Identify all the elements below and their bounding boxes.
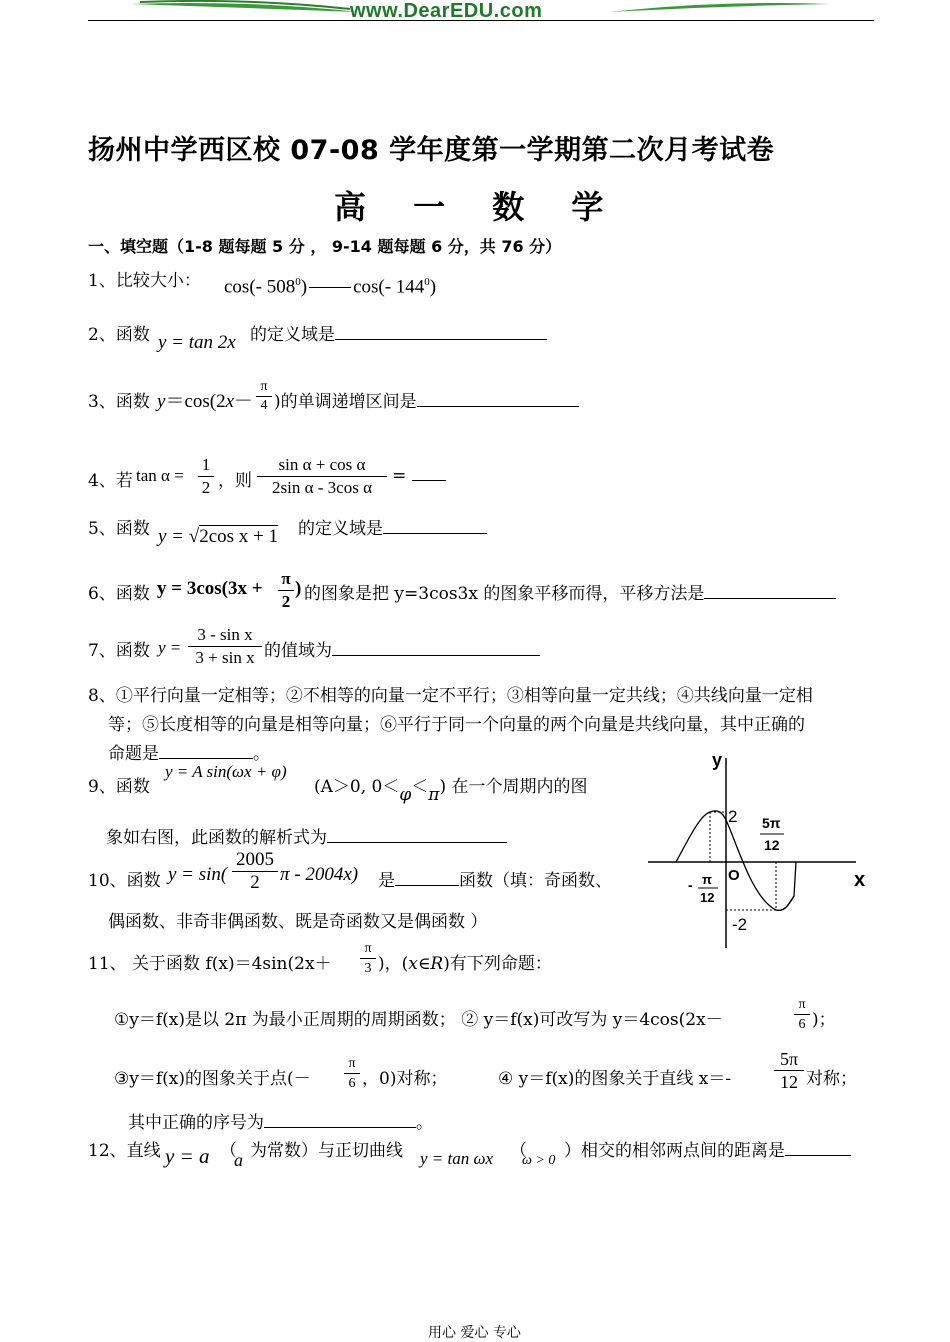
- q11-tail: )，(x∈R)有下列命题：: [378, 954, 552, 974]
- q8-line1: 8、①平行向量一定相等；②不相等的向量一定不平行；③相等向量一定共线；④共线向量一定相: [88, 686, 813, 706]
- q9-condition: (A＞0, 0＜φ＜π) 在一个周期内的图: [314, 777, 588, 805]
- q5-text: 的定义域是: [298, 514, 487, 539]
- q4-expr: tan α =: [136, 466, 184, 485]
- q5-expr: y = √2cos x + 1: [158, 526, 278, 547]
- q10-expr-a: y = sin(: [168, 864, 228, 885]
- q6-text: 的图象是把 y=3cos3x 的图象平移而得，平移方法是: [304, 579, 836, 604]
- section-heading: 一、填空题（1-8 题每题 5 分 ， 9-14 题每题 6 分，共 76 分）: [88, 237, 562, 256]
- q6-close: ): [295, 578, 302, 599]
- q2-expr: y = tan 2x: [158, 332, 236, 353]
- q12-a: a: [234, 1150, 243, 1170]
- q6-fraction: π 2: [278, 568, 294, 613]
- q1-label: 1、比较大小：: [88, 271, 201, 291]
- q4-fraction-1: 1 2: [198, 454, 214, 499]
- q12-tail: ）相交的相邻两点间的距离是: [564, 1136, 851, 1161]
- graph-max-label: 2: [728, 807, 738, 826]
- q12-paren-2: （: [510, 1141, 527, 1161]
- q11-fraction: π 3: [360, 939, 376, 978]
- q11-prop2-end: )；: [812, 1010, 836, 1030]
- q4-label: 4、若: [88, 471, 133, 491]
- q10-fraction: 2005 2: [232, 849, 278, 894]
- q11-prop3-fraction: π 6: [344, 1054, 360, 1093]
- q11-prop3-end: ，0)对称；: [362, 1069, 448, 1089]
- q3-fraction: π 4: [256, 378, 272, 415]
- page-title: 扬州中学西区校 07-08 学年度第一学期第二次月考试卷: [88, 135, 775, 166]
- graph-left-den: 12: [700, 890, 715, 905]
- q10-label: 10、函数: [88, 871, 161, 891]
- q9-label: 9、函数: [88, 777, 150, 797]
- q7-expr: y =: [158, 638, 182, 657]
- graph-right-den: 12: [764, 837, 780, 853]
- graph-y-label: y: [712, 750, 723, 770]
- q11-prop-3: ③y＝f(x)的图象关于点(－: [114, 1069, 311, 1089]
- q4-then: ，则: [218, 471, 252, 491]
- header-logo: www.DearEDU.com: [350, 0, 543, 22]
- graph-x-label: x: [854, 869, 866, 891]
- q6-expr: y = 3cos(3x +: [157, 578, 263, 599]
- q9-line2: 象如右图，此函数的解析式为: [106, 823, 507, 848]
- page-subtitle: 高 一 数 学: [334, 188, 622, 226]
- q11-label: 11、 关于函数 f(x)＝4sin(2x＋: [88, 954, 332, 974]
- q12-condition: ω > 0: [522, 1153, 556, 1168]
- q2-text: 的定义域是: [250, 320, 547, 345]
- q11-prop-1-2: ①y＝f(x)是以 2π 为最小正周期的周期函数； ② y＝f(x)可改写为 y＝4cos(2x－: [114, 1010, 723, 1030]
- q3-expr: y＝cos(2x－: [157, 391, 254, 412]
- q8-line2: 等；⑤长度相等的向量是相等向量；⑥平行于同一个向量的两个向量是共线向量，其中正确的: [108, 715, 805, 735]
- q10-line2: 偶函数、非奇非偶函数、既是奇函数又是偶函数 ）: [108, 912, 488, 932]
- q8-line3: 命题是 。: [108, 744, 270, 764]
- graph-left-sign: -: [688, 877, 693, 893]
- q10-expr-b: π - 2004x): [280, 864, 359, 885]
- q7-label: 7、函数: [88, 641, 150, 661]
- q10-text: 是 函数（填：奇函数、: [378, 871, 612, 891]
- q3-text: )的单调递增区间是: [274, 387, 579, 412]
- q12-paren-1: （: [220, 1141, 237, 1161]
- page-footer: 用心 爱心 专心: [428, 1325, 521, 1341]
- graph-origin-label: O: [728, 867, 740, 884]
- q11-answer: 其中正确的序号为 。: [128, 1113, 433, 1133]
- q4-fraction-2: sin α + cos α 2sin α - 3cos α: [257, 454, 387, 499]
- q7-fraction: 3 - sin x 3 + sin x: [188, 624, 262, 669]
- q4-eq: =: [392, 466, 446, 486]
- q2-label: 2、函数: [88, 325, 150, 345]
- q12-label: 12、直线: [88, 1141, 161, 1161]
- q7-text: 的值域为: [264, 636, 540, 661]
- q11-prop-4: ④ y＝f(x)的图象关于直线 x＝-: [498, 1069, 732, 1089]
- q11-prop4-fraction: 5π 12: [774, 1048, 804, 1093]
- q12-expr-2: y = tan ωx: [420, 1149, 494, 1168]
- q11-prop2-fraction: π 6: [794, 995, 810, 1034]
- graph-left-num: π: [702, 872, 712, 887]
- header-swoosh-left: [130, 0, 360, 20]
- graph-min-label: -2: [732, 915, 748, 934]
- q12-expr-1: y = a: [165, 1144, 210, 1168]
- q5-label: 5、函数: [88, 519, 150, 539]
- header-rule: [88, 20, 874, 21]
- q12-mid: 为常数）与正切曲线: [250, 1141, 403, 1161]
- q9-graph: [648, 748, 876, 953]
- q6-label: 6、函数: [88, 584, 150, 604]
- graph-right-num: 5π: [762, 815, 781, 831]
- header-swoosh-right: [610, 0, 830, 20]
- q9-expr: y = A sin(ωx + φ): [165, 762, 287, 781]
- q1-expr: cos(- $508^0$) cos(- $144^0$): [224, 276, 437, 298]
- q11-prop4-end: 对称；: [806, 1069, 857, 1089]
- q3-label: 3、函数: [88, 392, 150, 412]
